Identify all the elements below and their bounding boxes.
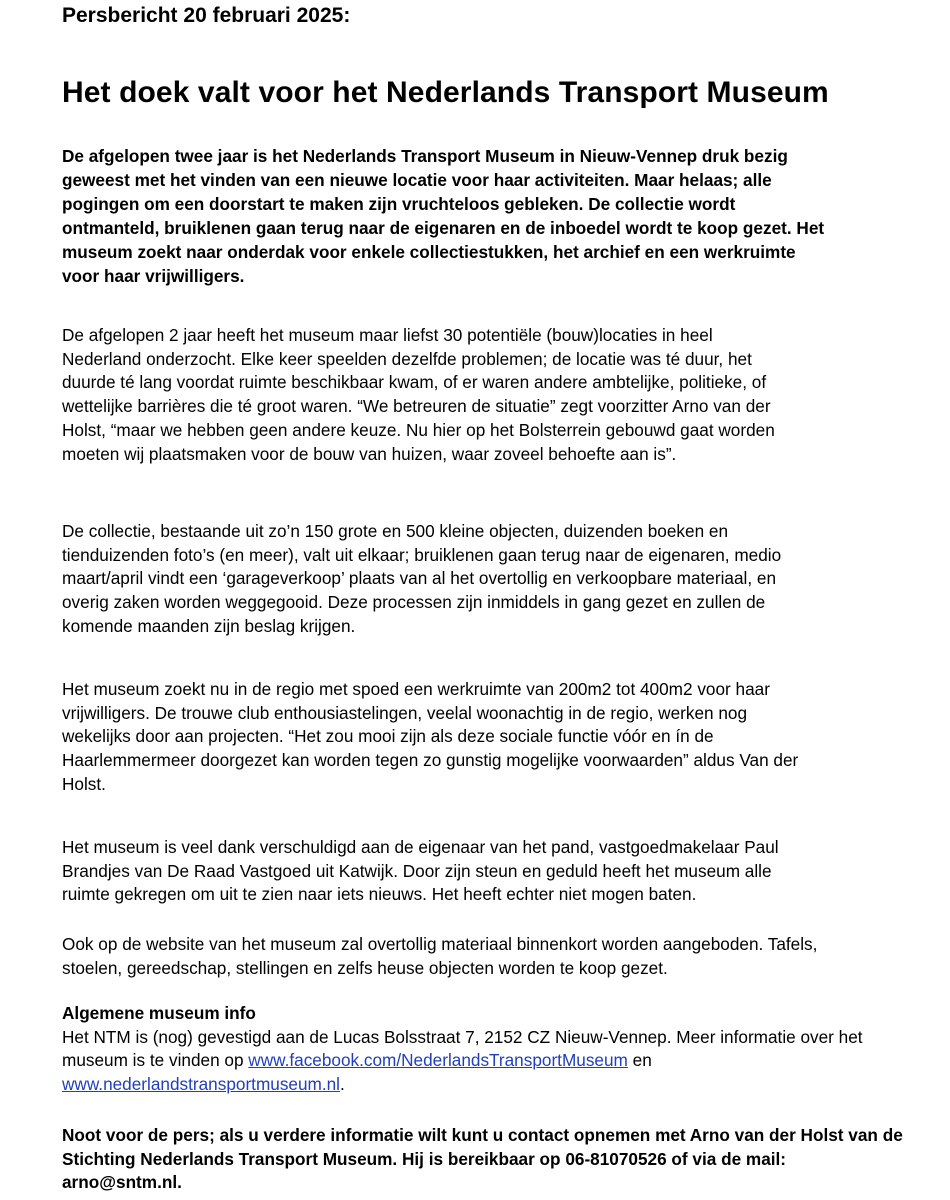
links-suffix: en (627, 1050, 652, 1071)
paragraph-line: Holst. (62, 773, 106, 794)
paragraph-line: overig zaken worden weggegooid. Deze processen zijn inmiddels in gang gezet en zullen de (62, 592, 766, 613)
museum-info-links-line (62, 1049, 907, 1073)
museum-info-section (62, 1002, 907, 1097)
lead-paragraph (62, 144, 907, 288)
paragraph-line: Brandjes van De Raad Vastgoed uit Katwijk. Door zijn steun en geduld heeft het museum alle (62, 860, 772, 881)
press-note (62, 1124, 912, 1195)
press-note-line: arno@sntm.nl. (62, 1172, 182, 1193)
paragraph-line: maart/april vindt een ‘garageverkoop’ plaats van al het overtollig en verkoopbare materiaal, en (62, 568, 777, 589)
page-title: Het doek valt voor het Nederlands Transport Museum (62, 76, 829, 109)
website-suffix: . (340, 1074, 345, 1095)
paragraph-line: Haarlemmermeer doorgezet kan worden tegen zo gunstig mogelijke voorwaarden” aldus Van der (62, 750, 799, 771)
lead-line: De afgelopen twee jaar is het Nederlands Transport Museum in Nieuw-Vennep druk bezig (62, 146, 788, 166)
lead-line: voor haar vrijwilligers. (62, 266, 245, 286)
body-paragraph-workspace (62, 678, 907, 797)
paragraph-line: tienduizenden foto’s (en meer), valt uit elkaar; bruiklenen gaan terug naar de eigenaren, medio (62, 544, 782, 565)
paragraph-line: stoelen, gereedschap, stellingen en zelfs heuse objecten worden te koop gezet. (62, 957, 668, 978)
lead-line: museum zoekt naar onderdak voor enkele collectiestukken, het archief en een werkruimte (62, 242, 796, 262)
museum-info-address: Het NTM is (nog) gevestigd aan de Lucas Bolsstraat 7, 2152 CZ Nieuw-Vennep. Meer informatie over het (62, 1026, 863, 1047)
body-paragraph-website-sale (62, 933, 907, 980)
paragraph-line: komende maanden zijn beslag krijgen. (62, 615, 356, 636)
paragraph-line: Holst, “maar we hebben geen andere keuze. Nu hier op het Bolsterrein gebouwd gaat worden (62, 419, 775, 440)
museum-info-website-line (62, 1073, 907, 1097)
lead-line: ontmanteld, bruiklenen gaan terug naar de eigenaren en de inboedel wordt te koop gezet. Het (62, 218, 825, 238)
paragraph-line: Nederland onderzocht. Elke keer speelden dezelfde problemen; de locatie was té duur, het (62, 348, 752, 369)
links-prefix: museum is te vinden op (62, 1050, 249, 1071)
press-note-line: Stichting Nederlands Transport Museum. Hij is bereikbaar op 06-81070526 of via de mail: (62, 1148, 787, 1169)
press-note-line: Noot voor de pers; als u verdere informatie wilt kunt u contact opnemen met Arno van der Holst van de (62, 1125, 903, 1145)
paragraph-line: Het museum is veel dank verschuldigd aan de eigenaar van het pand, vastgoedmakelaar Paul (62, 837, 779, 857)
paragraph-line: Ook op de website van het museum zal overtollig materiaal binnenkort worden aangeboden. Tafels, (62, 934, 818, 954)
body-paragraph-collection (62, 520, 907, 639)
paragraph-line: duurde té lang voordat ruimte beschikbaar kwam, of er waren andere ambtelijke, politieke, of (62, 372, 767, 393)
paragraph-line: wekelijks door aan projecten. “Het zou mooi zijn als deze sociale functie vóór en ín de (62, 726, 714, 747)
paragraph-line: De collectie, bestaande uit zo’n 150 grote en 500 kleine objecten, duizenden boeken en (62, 521, 729, 541)
paragraph-line: Het museum zoekt nu in de regio met spoed een werkruimte van 200m2 tot 400m2 voor haar (62, 679, 770, 699)
facebook-link[interactable]: www.facebook.com/NederlandsTransportMuseum (248, 1050, 628, 1071)
website-link[interactable]: www.nederlandstransportmuseum.nl (62, 1074, 340, 1095)
body-paragraph-locations (62, 324, 907, 466)
paragraph-line: De afgelopen 2 jaar heeft het museum maar liefst 30 potentiële (bouw)locaties in heel (62, 325, 713, 345)
paragraph-line: ruimte gekregen om uit te zien naar iets nieuws. Het heeft echter niet mogen baten. (62, 884, 697, 905)
lead-line: pogingen om een doorstart te maken zijn vruchteloos gebleken. De collectie wordt (62, 194, 736, 214)
paragraph-line: vrijwilligers. De trouwe club enthousiastelingen, veelal woonachtig in de regio, werken nog (62, 702, 748, 723)
body-paragraph-thanks (62, 836, 907, 907)
paragraph-line: wettelijke barrières die té groot waren. “We betreuren de situatie” zegt voorzitter Arno van der (62, 396, 771, 417)
paragraph-line: moeten wij plaatsmaken voor de bouw van huizen, waar zoveel behoefte aan is”. (62, 443, 677, 464)
museum-info-heading: Algemene museum info (62, 1003, 256, 1023)
press-release-date-heading: Persbericht 20 februari 2025: (62, 4, 351, 27)
lead-line: geweest met het vinden van een nieuwe locatie voor haar activiteiten. Maar helaas; alle (62, 170, 772, 190)
